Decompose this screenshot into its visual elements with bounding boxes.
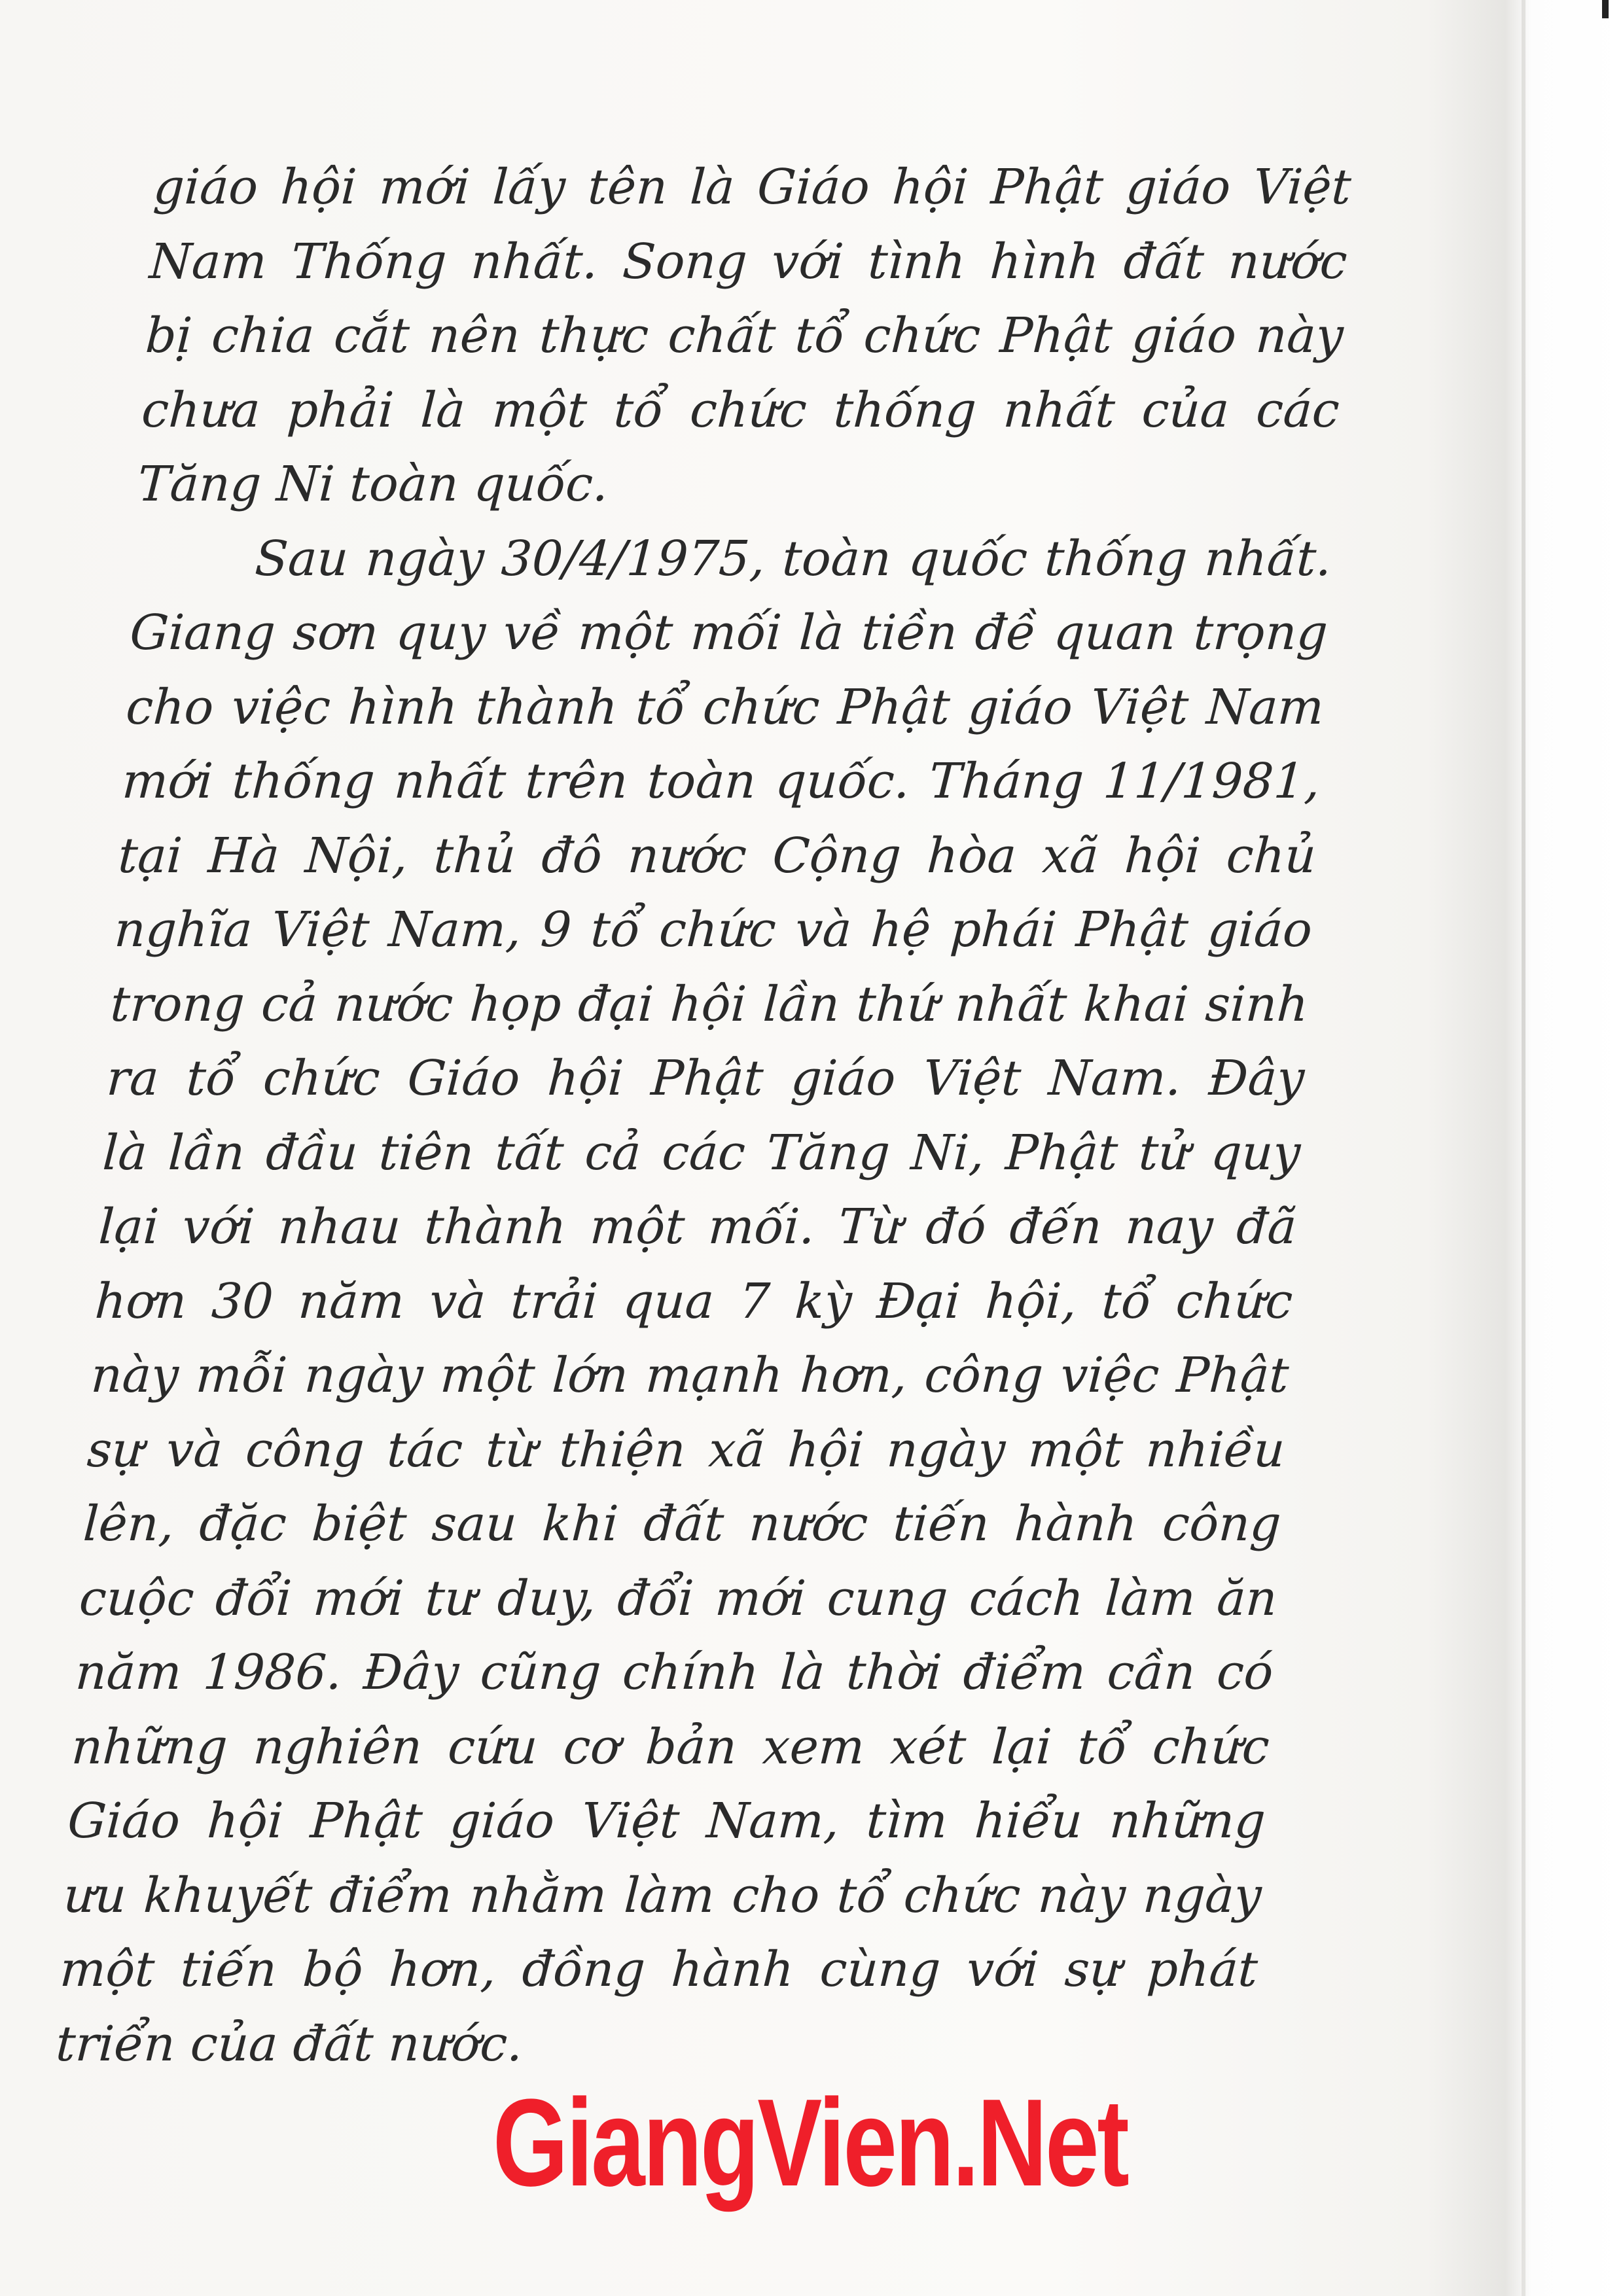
text-line: tại Hà Nội, thủ đô nước Cộng hòa xã hội chủ	[116, 827, 1318, 884]
text-line: một tiến bộ hơn, đồng hành cùng với sự phát	[58, 1941, 1259, 1998]
text-line: chưa phải là một tổ chức thống nhất của các	[140, 381, 1341, 438]
text-line: Tăng Ni toàn quốc.	[136, 456, 610, 512]
text-line: ra tổ chức Giáo hội Phật giáo Việt Nam. Đây	[105, 1050, 1306, 1106]
text-line: ưu khuyết điểm nhằm làm cho tổ chức này ngày	[62, 1867, 1263, 1924]
text-line: lại với nhau thành một mối. Từ đó đến nay đã	[97, 1199, 1298, 1255]
text-line: này mỗi ngày một lớn mạnh hơn, công việc Phật	[89, 1347, 1291, 1404]
text-line: Nam Thống nhất. Song với tình hình đất nước	[148, 233, 1349, 290]
text-line: cuộc đổi mới tư duy, đổi mới cung cách làm ăn	[78, 1570, 1279, 1627]
text-line: triển của đất nước.	[54, 2015, 524, 2072]
text-line: là lần đầu tiên tất cả các Tăng Ni, Phật tử quy	[101, 1124, 1302, 1181]
text-line: mới thống nhất trên toàn quốc. Tháng 11/1981,	[120, 753, 1322, 809]
text-line: Giáo hội Phật giáo Việt Nam, tìm hiểu những	[66, 1793, 1267, 1849]
text-line: bị chia cắt nên thực chất tổ chức Phật giáo này	[144, 308, 1345, 364]
text-line: Giang sơn quy về một mối là tiền đề quan trọng	[128, 605, 1329, 661]
corner-mark	[1602, 0, 1609, 18]
text-line: giáo hội mới lấy tên là Giáo hội Phật giáo Việt	[152, 159, 1353, 215]
text-line: năm 1986. Đây cũng chính là thời điểm cần có	[74, 1644, 1275, 1701]
text-line: sự và công tác từ thiện xã hội ngày một nhiều	[86, 1421, 1287, 1478]
body-text	[54, 150, 1353, 2081]
text-line: lên, đặc biệt sau khi đất nước tiến hành công	[82, 1496, 1283, 1552]
watermark-logo: GiangVien.Net	[492, 2074, 1128, 2212]
text-line: nghĩa Việt Nam, 9 tổ chức và hệ phái Phật giáo	[113, 902, 1314, 958]
text-line: Sau ngày 30/4/1975, toàn quốc thống nhất.	[253, 530, 1333, 587]
text-line: những nghiên cứu cơ bản xem xét lại tổ chức	[70, 1718, 1271, 1775]
page-edge-shadow	[1522, 0, 1525, 2296]
text-line: cho việc hình thành tổ chức Phật giáo Việt Nam	[124, 679, 1326, 735]
text-line: trong cả nước họp đại hội lần thứ nhất khai sinh	[109, 976, 1310, 1033]
text-line: hơn 30 năm và trải qua 7 kỳ Đại hội, tổ chức	[93, 1273, 1294, 1330]
